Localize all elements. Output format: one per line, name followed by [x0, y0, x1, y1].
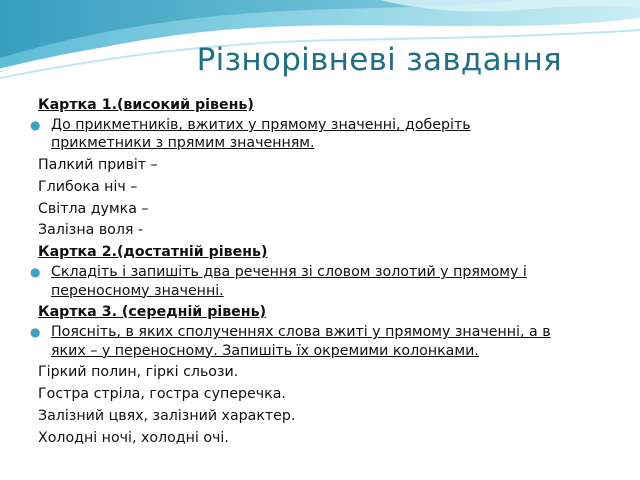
slide-title: Різнорівневі завдання [196, 42, 562, 78]
card-3-item: Гостра стріла, гостра суперечка. [38, 385, 286, 402]
card-1-item: Залізна воля - [38, 222, 144, 239]
card-3-heading: Картка 3. (середній рівень) [38, 304, 267, 321]
card-1-item: Світла думка – [38, 200, 149, 217]
card-3-item: Залізний цвях, залізний характер. [38, 407, 296, 424]
card-3-item: Холодні ночі, холодні очі. [38, 429, 229, 446]
bullet-icon: ● [30, 118, 41, 133]
bullet-icon: ● [30, 265, 41, 280]
card-1-task-line-1: До прикметників, вжитих у прямому значенні, доберіть [51, 117, 471, 134]
card-1-item: Глибока ніч – [38, 178, 138, 195]
card-3-task [30, 323, 623, 359]
slide-content [30, 96, 623, 450]
card-1-heading: Картка 1.(високий рівень) [38, 97, 254, 113]
card-2-task-line-1: Складіть і запишіть два речення зі словом золотий у прямому і [51, 264, 527, 281]
card-3-task-line-2: яких – у переносному. Запишіть їх окремими колонками. [51, 342, 479, 359]
card-3-item: Гіркий полин, гіркі сльози. [38, 364, 239, 381]
card-2-heading: Картка 2.(достатній рівень) [38, 244, 268, 261]
card-1-item: Палкий привіт – [38, 157, 158, 173]
card-3-task-line-1: Поясніть, в яких сполученнях слова вжиті у прямому значенні, а в [51, 324, 551, 341]
card-2-task-line-2: переносному значенні. [51, 282, 224, 299]
bullet-icon: ● [30, 325, 41, 340]
card-1-task [30, 116, 623, 152]
card-2-task [30, 263, 623, 299]
card-1-task-line-2: прикметники з прямим значенням. [51, 135, 315, 152]
